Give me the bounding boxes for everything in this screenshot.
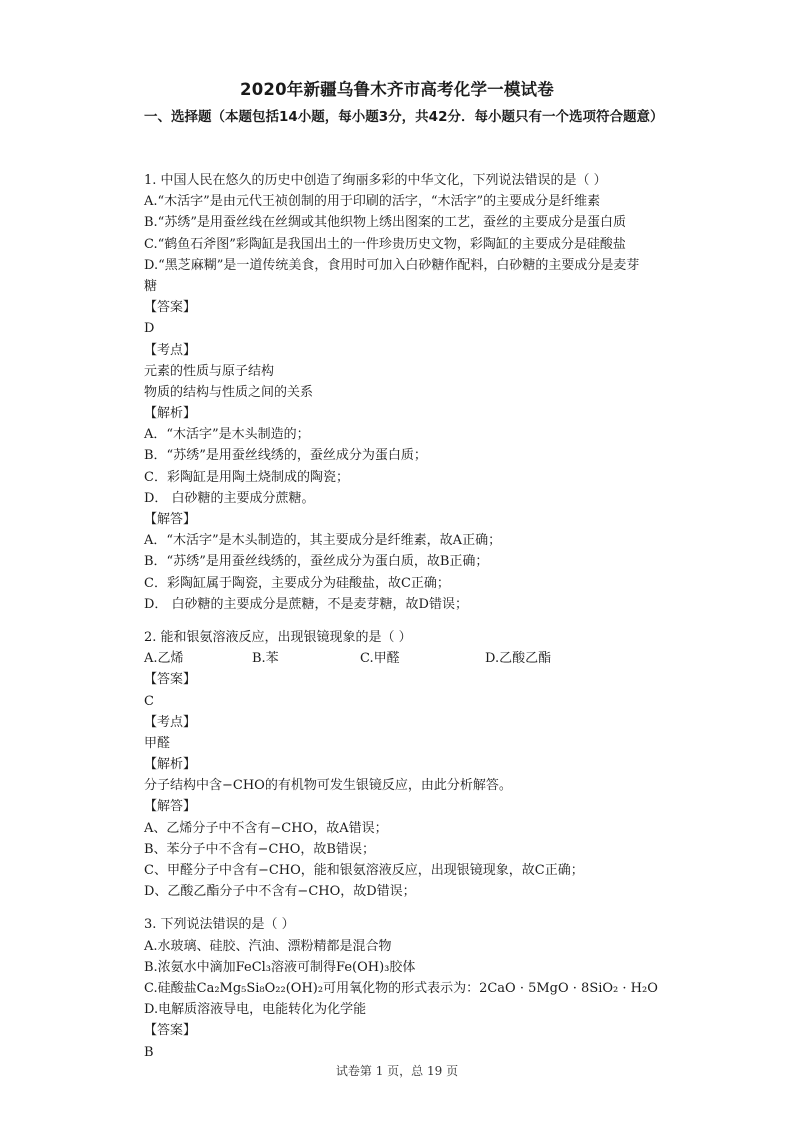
q2-solution-label: 【解答】: [144, 799, 197, 815]
q1-analysis-label: 【解析】: [144, 406, 197, 422]
q1-solution-a: A．“木活字”是木头制造的，其主要成分是纤维素，故A正确；: [144, 533, 502, 549]
q2-analysis: 分子结构中含−CHO的有机物可发生银镜反应，由此分析解答。: [144, 778, 512, 794]
page-title: 2020年新疆乌鲁木齐市高考化学一模试卷: [240, 80, 554, 99]
q1-solution-d: D． 白砂糖的主要成分是蔗糖，不是麦芽糖，故D错误；: [144, 596, 468, 612]
q3-option-b: B.浓氨水中滴加FeCl₃溶液可制得Fe(OH)₃胶体: [144, 959, 416, 975]
q1-solution-label: 【解答】: [144, 512, 197, 527]
q1-stem: 1. 中国人民在悠久的历史中创造了绚丽多彩的中华文化，下列说法错误的是（ ）: [144, 173, 607, 188]
q2-analysis-label: 【解析】: [144, 757, 197, 773]
q3-option-a: A.水玻璃、硅胶、汽油、漂粉精都是混合物: [144, 938, 392, 954]
question-3: [144, 914, 664, 1062]
q3-answer-label: 【答案】: [144, 1023, 197, 1039]
q1-option-c: C.“鹤鱼石斧图”彩陶缸是我国出土的一件珍贵历史文物，彩陶缸的主要成分是硅酸盐: [144, 236, 626, 252]
questions-body: [144, 170, 664, 1063]
q2-option-c: C.甲醛: [360, 651, 400, 667]
q3-option-c: C.硅酸盐Ca₂Mg₅Si₈O₂₂(OH)₂可用氧化物的形式表示为：2CaO · 5MgO · 8SiO₂ · H₂O: [144, 980, 658, 996]
section-heading: 一、选择题（本题包括14小题，每小题3分，共42分．每小题只有一个选项符合题意）: [144, 109, 664, 125]
q2-point-label: 【考点】: [144, 714, 197, 730]
q1-solution-b: B．“苏绣”是用蚕丝线绣的，蚕丝成分为蛋白质，故B正确；: [144, 554, 489, 570]
q1-point-label: 【考点】: [144, 342, 197, 358]
q2-solution-c: C、甲醛分子中含有−CHO，能和银氨溶液反应，出现银镜现象，故C正确；: [144, 863, 584, 878]
q3-option-d: D.电解质溶液导电，电能转化为化学能: [144, 1002, 367, 1018]
q1-answer: D: [144, 321, 155, 337]
q1-point-2: 物质的结构与性质之间的关系: [144, 384, 314, 400]
q3-answer: B: [144, 1044, 154, 1060]
q1-option-a: A.“木活字”是由元代王祯创制的用于印刷的活字，“木活字”的主要成分是纤维素: [144, 194, 601, 210]
q1-analysis-a: A．“木活字”是木头制造的；: [144, 427, 310, 443]
q1-option-d-cont: 糖: [144, 278, 158, 294]
q1-analysis-d: D． 白砂糖的主要成分蔗糖。: [144, 490, 315, 506]
q2-answer-label: 【答案】: [144, 672, 197, 688]
q2-option-d: D.乙酸乙酯: [485, 651, 552, 667]
question-1: [144, 170, 664, 615]
q1-answer-label: 【答案】: [144, 300, 197, 316]
q2-option-a: A.乙烯: [144, 651, 184, 667]
question-2: [144, 627, 664, 902]
q3-stem: 3. 下列说法错误的是（ ）: [144, 917, 295, 933]
q1-analysis-c: C．彩陶缸是用陶土烧制成的陶瓷；: [144, 469, 349, 485]
q2-options: [144, 648, 664, 669]
q1-option-b: B.“苏绣”是用蚕丝线在丝绸或其他织物上绣出图案的工艺，蚕丝的主要成分是蛋白质: [144, 215, 626, 231]
q2-solution-a: A、乙烯分子中不含有−CHO，故A错误；: [144, 820, 388, 836]
q1-point-1: 元素的性质与原子结构: [144, 363, 275, 379]
page-footer: 试卷第 1 页，总 19 页: [335, 1064, 459, 1078]
q2-answer: C: [144, 693, 154, 709]
q2-stem: 2. 能和银氨溶液反应，出现银镜现象的是（ ）: [144, 629, 412, 645]
q2-solution-b: B、苯分子中不含有−CHO，故B错误；: [144, 841, 375, 857]
q2-option-b: B.苯: [252, 651, 279, 667]
q1-analysis-b: B．“苏绣”是用蚕丝线绣的，蚕丝成分为蛋白质；: [144, 448, 427, 464]
q1-solution-c: C．彩陶缸属于陶瓷，主要成分为硅酸盐，故C正确；: [144, 575, 450, 591]
q1-option-d: D.“黑芝麻糊”是一道传统美食，食用时可加入白砂糖作配料，白砂糖的主要成分是麦芽: [144, 257, 640, 273]
q2-point-1: 甲醛: [144, 735, 171, 751]
q2-solution-d: D、乙酸乙酯分子中不含有−CHO，故D错误；: [144, 884, 416, 900]
